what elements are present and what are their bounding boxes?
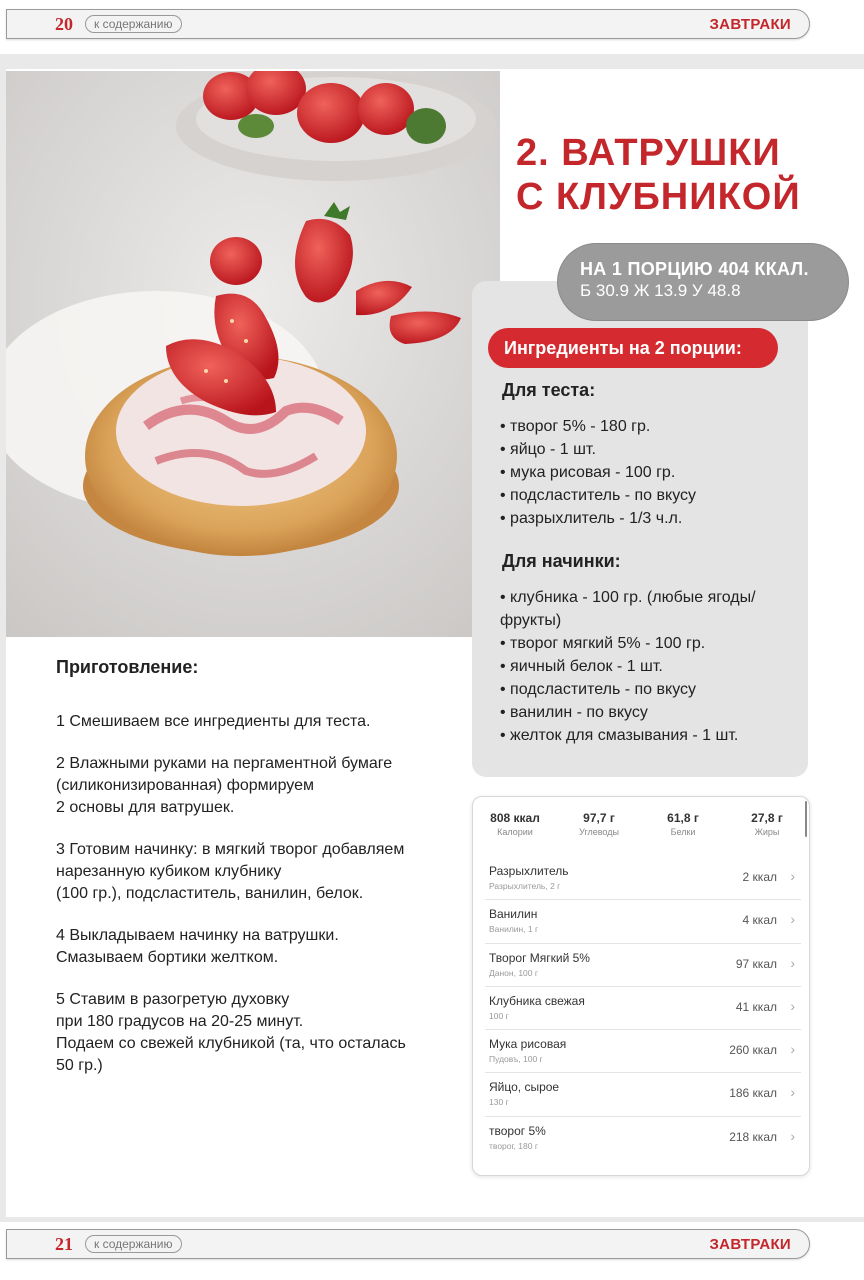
dough-list [500, 415, 800, 530]
page-number: 20 [55, 14, 73, 34]
food-kcal: 260 ккал [729, 1043, 777, 1058]
calories-total [473, 811, 557, 857]
food-row[interactable] [485, 1073, 801, 1116]
carbs-total [557, 811, 641, 857]
food-row[interactable] [485, 900, 801, 943]
food-portion: 130 г [489, 1097, 509, 1108]
calories-value: 808 ккал [490, 811, 540, 825]
list-item: • желток для смазывания - 1 шт. [500, 724, 790, 747]
chevron-right-icon: › [790, 1127, 795, 1144]
recipe-title [516, 131, 856, 219]
food-row[interactable] [485, 1030, 801, 1073]
nutrition-screenshot [472, 796, 810, 1176]
protein-total [641, 811, 725, 857]
food-row[interactable] [485, 1117, 801, 1160]
list-item: • клубника - 100 гр. (любые ягоды/ фрукты) [500, 586, 790, 632]
page-number: 21 [55, 1234, 73, 1254]
chevron-right-icon: › [790, 1084, 795, 1101]
bottom-page-strip [0, 1222, 864, 1280]
calories-badge [558, 244, 848, 320]
filling-list [500, 586, 790, 747]
recipe-title-line-1: 2. ВАТРУШКИ [516, 132, 781, 174]
list-item: • разрыхлитель - 1/3 ч.л. [500, 507, 800, 530]
food-name: творог 5% [489, 1123, 546, 1138]
preparation-title: Приготовление: [56, 657, 199, 677]
chevron-right-icon: › [790, 997, 795, 1014]
ingredients-title: Ингредиенты на 2 порции: [488, 328, 778, 368]
recipe-title-line-2: С КЛУБНИКОЙ [516, 176, 801, 218]
preparation-step: 2 Влажными руками на пергаментной бумаге (силиконизированная) формируем 2 основы для ватрушек. [56, 755, 393, 816]
food-kcal: 2 ккал [742, 870, 777, 884]
chevron-right-icon: › [790, 911, 795, 928]
food-kcal: 186 ккал [729, 1086, 777, 1101]
footer-bar [6, 1229, 810, 1259]
list-item: • яйцо - 1 шт. [500, 438, 800, 461]
toc-link[interactable]: к содержанию [85, 15, 182, 33]
calories-per-portion: НА 1 ПОРЦИЮ 404 ККАЛ. [580, 259, 809, 279]
preparation-step: 5 Ставим в разогретую духовку при 180 градусов на 20-25 минут. Подаем со свежей клубникой (та, что осталась 50 гр.) [56, 991, 406, 1074]
list-item: • ванилин - по вкусу [500, 701, 790, 724]
food-kcal: 218 ккал [729, 1129, 777, 1144]
carbs-label: Углеводы [579, 827, 619, 837]
scrollbar[interactable] [805, 801, 807, 837]
cheesecake-photo-image [6, 71, 500, 637]
top-page-strip [0, 0, 864, 54]
header-bar [6, 9, 810, 39]
list-item: • мука рисовая - 100 гр. [500, 461, 800, 484]
food-name: Ванилин [489, 907, 538, 922]
food-portion: Данон, 100 г [489, 967, 538, 978]
chevron-right-icon: › [790, 954, 795, 971]
preparation-step: 1 Смешиваем все ингредиенты для теста. [56, 713, 371, 730]
food-portion: Ванилин, 1 г [489, 924, 539, 935]
dough-heading: Для теста: [502, 380, 596, 400]
filling-heading: Для начинки: [502, 551, 621, 571]
recipe-page [6, 69, 864, 1217]
calories-label: Калории [497, 827, 533, 837]
food-portion: Разрыхлитель, 2 г [489, 881, 561, 891]
food-name: Клубника свежая [489, 993, 585, 1008]
protein-label: Белки [670, 827, 696, 837]
list-item: • творог 5% - 180 гр. [500, 415, 800, 438]
list-item: • подсластитель - по вкусу [500, 678, 790, 701]
food-kcal: 97 ккал [735, 956, 777, 971]
food-portion: творог, 180 г [489, 1140, 538, 1151]
list-item: • подсластитель - по вкусу [500, 484, 800, 507]
fat-total [725, 811, 809, 857]
fat-label: Жиры [754, 827, 780, 837]
chevron-right-icon: › [790, 1041, 795, 1058]
preparation-steps [56, 711, 456, 1097]
preparation-step: 3 Готовим начинку: в мягкий творог добавляем нарезанную кубиком клубнику (100 гр.), подсластитель, ванилин, белок. [56, 841, 405, 902]
food-kcal: 41 ккал [735, 999, 777, 1014]
list-item: • яичный белок - 1 шт. [500, 655, 790, 678]
food-portion: Пудовъ, 100 г [489, 1054, 543, 1065]
recipe-photo [6, 71, 500, 637]
food-list [473, 857, 809, 1160]
macros-per-portion: Б 30.9 Ж 13.9 У 48.8 [580, 281, 741, 300]
food-name: Разрыхлитель [489, 864, 569, 878]
nutrition-summary [473, 797, 809, 857]
protein-value: 61,8 г [667, 811, 699, 825]
toc-link[interactable]: к содержанию [85, 1235, 182, 1253]
carbs-value: 97,7 г [583, 811, 615, 825]
preparation-step: 4 Выкладываем начинку на ватрушки. Смазываем бортики желтком. [56, 927, 339, 966]
food-name: Мука рисовая [489, 1037, 567, 1052]
food-portion: 100 г [489, 1010, 509, 1021]
food-kcal: 4 ккал [742, 913, 777, 928]
food-row[interactable] [485, 944, 801, 987]
food-row[interactable] [485, 857, 801, 900]
food-name: Яйцо, сырое [489, 1080, 560, 1095]
section-title: ЗАВТРАКИ [709, 1236, 791, 1253]
fat-value: 27,8 г [751, 811, 783, 825]
food-name: Творог Мягкий 5% [489, 950, 590, 965]
list-item: • творог мягкий 5% - 100 гр. [500, 632, 790, 655]
chevron-right-icon: › [790, 868, 795, 884]
food-row[interactable] [485, 987, 801, 1030]
section-title: ЗАВТРАКИ [709, 16, 791, 33]
